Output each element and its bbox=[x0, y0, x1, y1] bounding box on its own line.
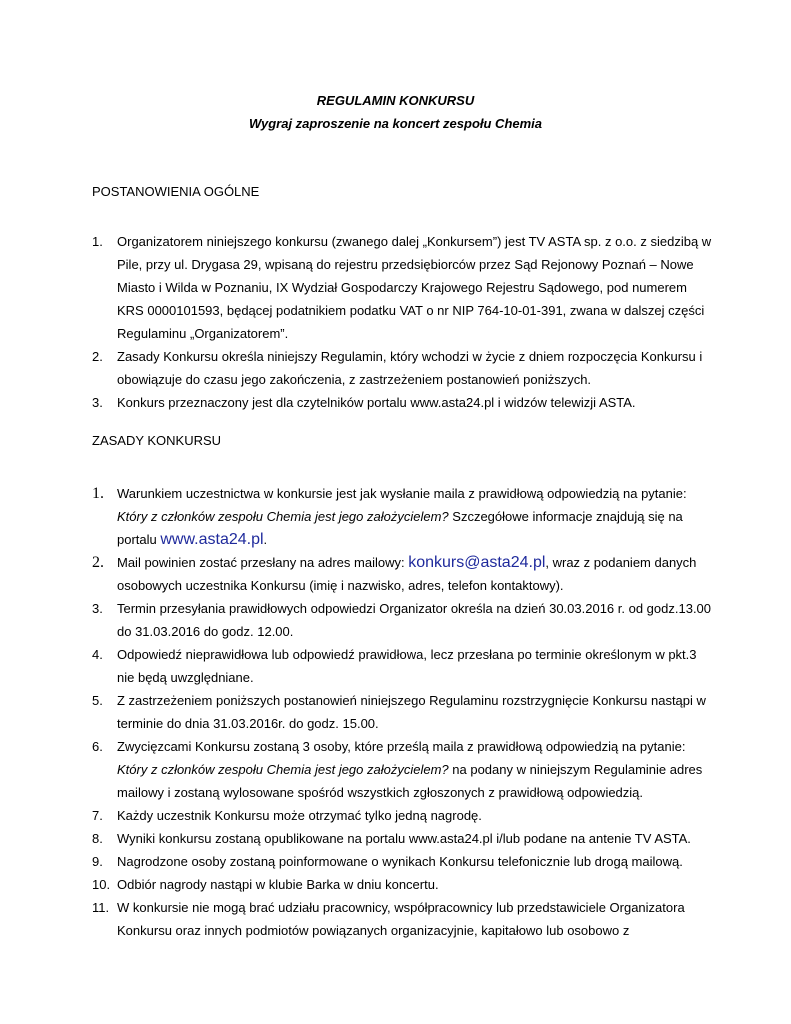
document-title: REGULAMIN KONKURSU bbox=[316, 93, 475, 108]
item-number: 2. bbox=[92, 349, 103, 364]
item-number: 6. bbox=[92, 739, 103, 754]
list-item bbox=[92, 391, 712, 414]
item-text: na podany w niniejszym Regulaminie adres mailowy i zostaną wylosowane spośród wszystkich zgłoszonych z prawidłową odpowiedzią. bbox=[117, 762, 703, 800]
list-item bbox=[92, 827, 712, 850]
list-item bbox=[92, 345, 712, 391]
list-item bbox=[92, 643, 712, 689]
item-text: Odbiór nagrody nastąpi w klubie Barka w dniu koncertu. bbox=[117, 877, 439, 892]
item-number: 1. bbox=[92, 234, 103, 249]
item-text: Z zastrzeżeniem poniższych postanowień niniejszego Regulaminu rozstrzygnięcie Konkursu nastąpi w terminie do dnia 31.03.2016r. do godz. 15.00. bbox=[117, 693, 706, 731]
item-text: . bbox=[263, 532, 268, 547]
item-text: W konkursie nie mogą brać udziału pracownicy, współpracownicy lub przedstawiciele Organizatora Konkursu oraz innych podmiotów powiązanych organizacyjnie, kapitałowo lub osobowo z bbox=[117, 900, 685, 938]
item-text: Zasady Konkursu określa niniejszy Regulamin, który wchodzi w życie z dniem rozpoczęcia Konkursu i obowiązuje do czasu jego zakończenia, z zastrzeżeniem postanowień poniższych. bbox=[117, 349, 703, 387]
list-item bbox=[92, 873, 712, 896]
list-item bbox=[92, 230, 712, 345]
item-number: 10. bbox=[92, 877, 111, 892]
list-item bbox=[92, 689, 712, 735]
item-number: 8. bbox=[92, 831, 103, 846]
list-item bbox=[92, 896, 712, 942]
item-number: 11. bbox=[92, 900, 110, 915]
contest-rules-list bbox=[92, 482, 712, 942]
list-item bbox=[92, 850, 712, 873]
email-link[interactable]: konkurs@asta24.pl bbox=[408, 554, 546, 571]
section-heading-general: POSTANOWIENIA OGÓLNE bbox=[92, 184, 260, 199]
item-number: 5. bbox=[92, 693, 103, 708]
document-subtitle: Wygraj zaproszenie na koncert zespołu Chemia bbox=[248, 116, 543, 131]
item-text: Konkurs przeznaczony jest dla czytelników portalu www.asta24.pl i widzów telewizji ASTA. bbox=[117, 395, 636, 410]
item-number: 7. bbox=[92, 808, 103, 823]
item-text: , wraz z podaniem danych osobowych uczestnika Konkursu (imię i nazwisko, adres, telefon kontaktowy). bbox=[117, 555, 697, 593]
list-item bbox=[92, 551, 712, 597]
item-text: Warunkiem uczestnictwa w konkursie jest jak wysłanie maila z prawidłową odpowiedzią na pytanie: bbox=[117, 486, 687, 501]
item-number: 3. bbox=[92, 601, 103, 616]
item-text: Szczegółowe informacje znajdują się na portalu bbox=[117, 509, 683, 547]
item-number: 9. bbox=[92, 854, 103, 869]
item-text: Wyniki konkursu zostaną opublikowane na portalu www.asta24.pl i/lub podane na antenie TV ASTA. bbox=[117, 831, 691, 846]
list-item bbox=[92, 735, 712, 804]
section-heading-rules: ZASADY KONKURSU bbox=[92, 433, 222, 448]
item-text: Termin przesyłania prawidłowych odpowiedzi Organizator określa na dzień 30.03.2016 r. od godz.13.00 do 31.03.2016 do godz. 12.00. bbox=[117, 601, 712, 639]
item-text: Zwycięzcami Konkursu zostaną 3 osoby, które prześlą maila z prawidłową odpowiedzią na pytanie: bbox=[117, 739, 686, 754]
item-number: 4. bbox=[92, 647, 103, 662]
item-number: 1. bbox=[92, 485, 104, 502]
item-text: Nagrodzone osoby zostaną poinformowane o wynikach Konkursu telefonicznie lub drogą mailową. bbox=[117, 854, 683, 869]
item-number: 2. bbox=[92, 554, 104, 571]
portal-link[interactable]: www.asta24.pl bbox=[160, 531, 264, 548]
item-text: Organizatorem niniejszego konkursu (zwanego dalej „Konkursem”) jest TV ASTA sp. z o.o. z siedzibą w Pile, przy ul. Drygasa 29, wpisaną do rejestru przedsiębiorców przez Sąd Rejonowy Poznań – Nowe Miasto i Wilda w Poznaniu, IX Wydział Gospodarczy Krajowego Rejestru Sądowego, pod numerem KRS 0000101593, będącej podatnikiem podatku VAT o nr NIP 764-10-01-391, zwana w dalszej części Regulaminu „Organizatorem”. bbox=[117, 234, 712, 341]
list-item bbox=[92, 597, 712, 643]
item-text: Mail powinien zostać przesłany na adres mailowy: bbox=[117, 555, 409, 570]
general-provisions-list bbox=[92, 230, 712, 414]
item-text: Odpowiedź nieprawidłowa lub odpowiedź prawidłowa, lecz przesłana po terminie określonym w pkt.3 nie będą uwzględniane. bbox=[117, 647, 697, 685]
list-item bbox=[92, 804, 712, 827]
contest-question: Który z członków zespołu Chemia jest jego założycielem? bbox=[117, 762, 449, 777]
list-item bbox=[92, 482, 712, 551]
item-text: Każdy uczestnik Konkursu może otrzymać tylko jedną nagrodę. bbox=[117, 808, 482, 823]
item-number: 3. bbox=[92, 395, 103, 410]
contest-question: Który z członków zespołu Chemia jest jego założycielem? bbox=[117, 509, 449, 524]
